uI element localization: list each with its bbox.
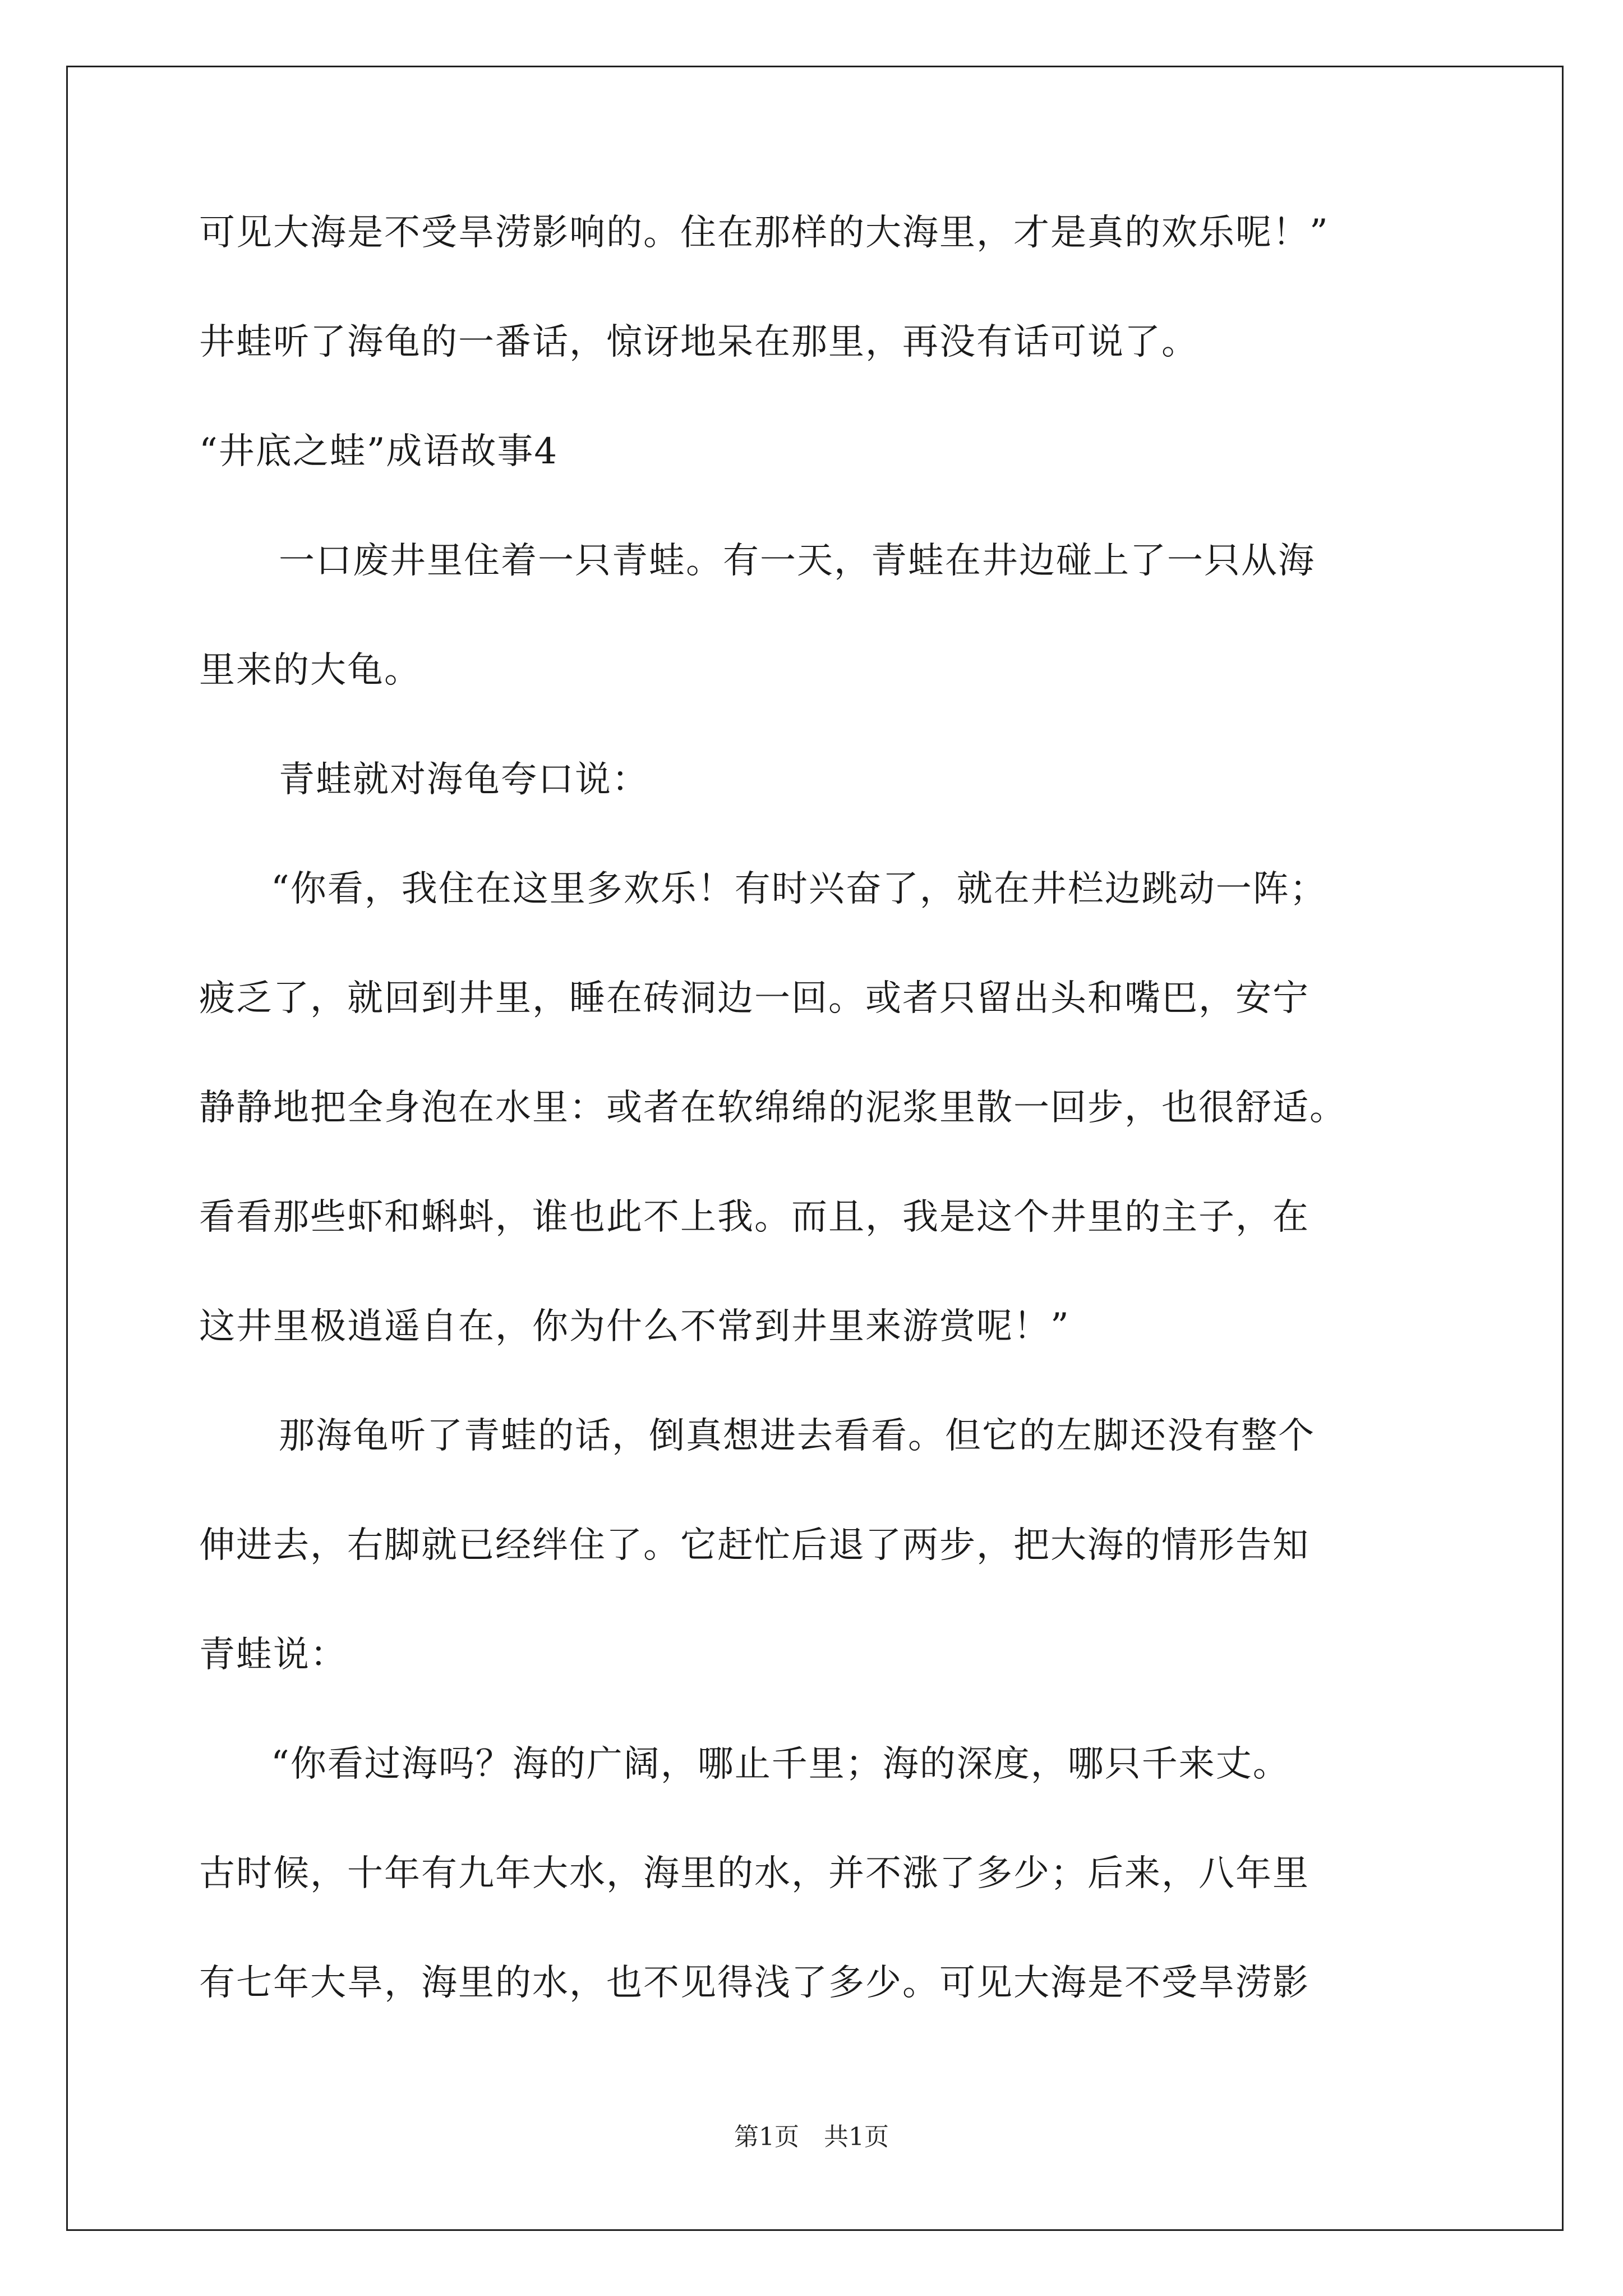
text-line: 静静地把全身泡在水里：或者在软绵绵的泥浆里散一回步，也很舒适。 [199,1087,1347,1129]
text-line: 可见大海是不受旱涝影响的。住在那样的大海里，才是真的欢乐呢！” [199,212,1329,254]
text-line: 青蛙说： [199,1634,347,1676]
text-line: 看看那些虾和蝌蚪，谁也此不上我。而且，我是这个井里的主子，在 [199,1197,1310,1238]
text-line: “你看，我住在这里多欢乐！有时兴奋了，就在井栏边跳动一阵； [271,868,1327,910]
text-line: 古时候，十年有九年大水，海里的水，并不涨了多少；后来，八年里 [199,1853,1310,1894]
page-number-footer: 第1页 共1页 [734,2123,889,2151]
text-line: 有七年大旱，海里的水，也不见得浅了多少。可见大海是不受旱涝影 [199,1962,1310,2004]
text-line: 一口废井里住着一只青蛙。有一天，青蛙在井边碰上了一只从海 [279,540,1315,582]
section-heading: “井底之蛙”成语故事4 [199,431,559,472]
document-body [199,208,1461,2067]
text-line: 青蛙就对海龟夸口说： [279,759,649,800]
text-line: 那海龟听了青蛙的话，倒真想进去看看。但它的左脚还没有整个 [279,1415,1315,1457]
text-line: 井蛙听了海龟的一番话，惊讶地呆在那里，再没有话可说了。 [199,321,1198,363]
text-line: 疲乏了，就回到井里，睡在砖洞边一回。或者只留出头和嘴巴，安宁 [199,978,1310,1019]
text-line: 这井里极逍遥自在，你为什么不常到井里来游赏呢！” [199,1306,1070,1347]
text-line: “你看过海吗？海的广阔，哪止千里；海的深度，哪只千来丈。 [271,1743,1290,1785]
text-line: 里来的大龟。 [199,650,421,691]
text-line: 伸进去，右脚就已经绊住了。它赶忙后退了两步，把大海的情形告知 [199,1525,1310,1566]
